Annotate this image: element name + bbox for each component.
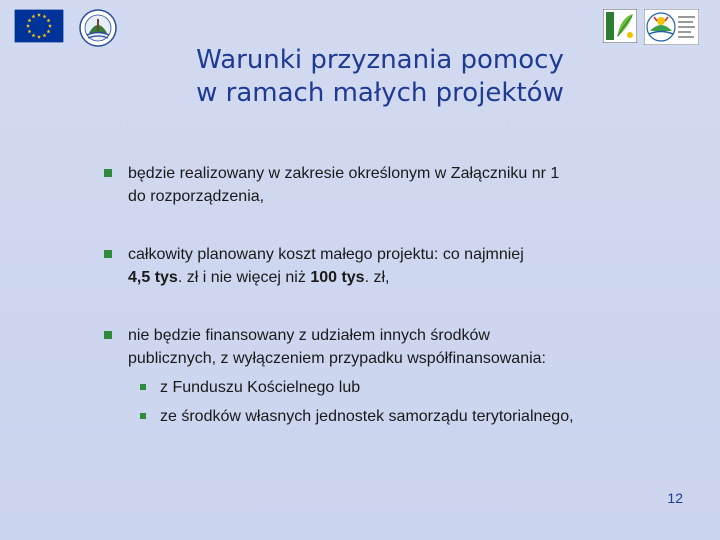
cost-minimum: 4,5 tys bbox=[128, 269, 178, 286]
bullet-3-line-2: publicznych, z wyłączeniem przypadku współfinansowania: bbox=[128, 350, 546, 367]
square-bullet-icon bbox=[104, 169, 112, 177]
bullet-item-1 bbox=[128, 162, 688, 208]
square-bullet-icon bbox=[104, 250, 112, 258]
slide-title-line-1: Warunki przyznania pomocy bbox=[196, 45, 564, 75]
sub-bullet-item-1 bbox=[160, 376, 700, 399]
square-sub-bullet-icon bbox=[140, 384, 146, 390]
bullet-item-2 bbox=[128, 243, 688, 289]
bullet-3-line-1: nie będzie finansowany z udziałem innych środków bbox=[128, 327, 490, 344]
cost-text-middle: . zł i nie więcej niż bbox=[177, 269, 311, 286]
sub-bullet-2-text: ze środków własnych jednostek samorządu terytorialnego, bbox=[160, 408, 574, 425]
page-number: 12 bbox=[667, 490, 683, 506]
square-bullet-icon bbox=[104, 331, 112, 339]
square-sub-bullet-icon bbox=[140, 413, 146, 419]
bullet-1-line-1: będzie realizowany w zakresie określonym w Załączniku nr 1 bbox=[128, 165, 560, 182]
sub-bullet-1-text: z Funduszu Kościelnego lub bbox=[160, 379, 361, 396]
cost-text-end: . zł, bbox=[364, 269, 390, 286]
bullet-item-3 bbox=[128, 324, 688, 370]
bullet-2-line-1: całkowity planowany koszt małego projektu: co najmniej bbox=[128, 246, 524, 263]
bullet-2-line-2 bbox=[128, 266, 688, 289]
bullet-1-line-2: do rozporządzenia, bbox=[128, 188, 265, 205]
sub-bullet-item-2 bbox=[160, 405, 700, 428]
slide-title-line-2: w ramach małych projektów bbox=[196, 78, 564, 108]
cost-maximum: 100 tys bbox=[310, 269, 365, 286]
